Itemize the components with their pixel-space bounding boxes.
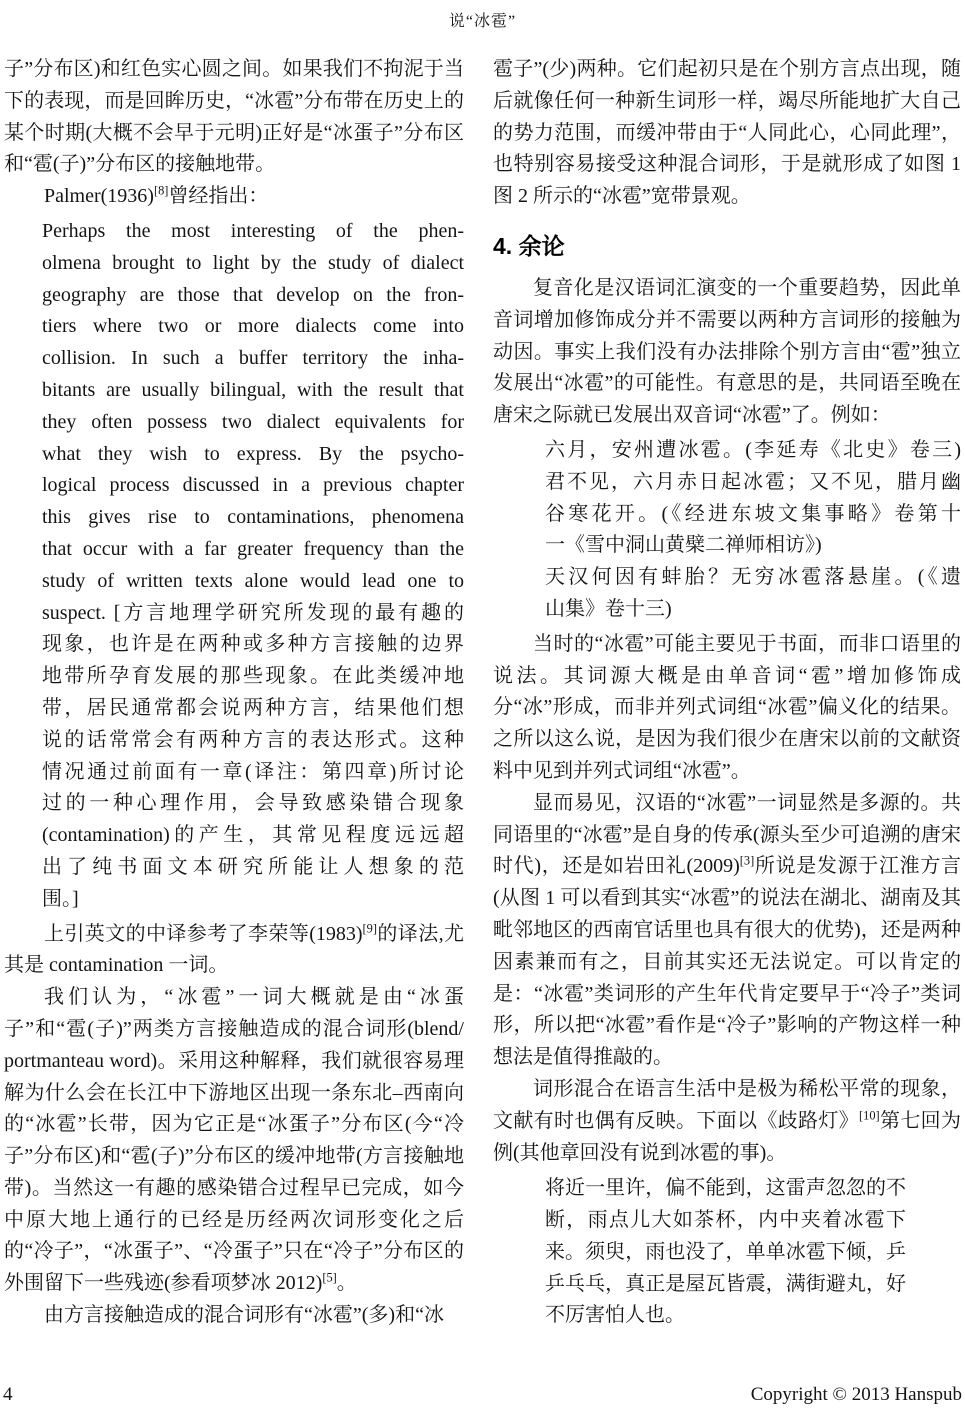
block-quote-palmer <box>42 216 464 916</box>
text-run: Palmer(1936) <box>44 185 154 208</box>
quote-line: 带，居民通常都会说两种方言，结果他们想 <box>42 696 464 719</box>
paragraph <box>4 919 464 983</box>
text-run: 词形混合在语言生活中是极为稀松平常的现象，文献有时也偶有反映。下面以《歧路灯》 <box>493 1077 961 1132</box>
quote-line: 说的话常常会有两种方言的表达形式。这种 <box>42 728 464 751</box>
quote-line: geography are those that develop on the fron- <box>42 283 464 306</box>
text-run: 的译法,尤其是 contamination 一词。 <box>4 922 465 977</box>
quote-line: logical process discussed in a previous chapter <box>42 474 464 497</box>
text-run: 由方言接触造成的混合词形有“冰雹”(多)和“冰 <box>44 1304 444 1327</box>
paragraph <box>493 54 961 213</box>
quote-line: tiers where two or more dialects come into <box>42 315 464 338</box>
text-run: 当时的“冰雹”可能主要见于书面，而非口语里的说法。其词源大概是由单音词“雹”增加修饰成分“冰”形成，而非并列式词组“冰雹”偏义化的结果。之所以这么说，是因为我们很少在唐宋以前的文献资料中见到并列式词组“冰雹”。 <box>493 632 961 782</box>
paragraph <box>4 982 464 1300</box>
right-column <box>493 54 961 1336</box>
quote-line: 天汉何因有蚌胎？无穷冰雹落悬崖。(《遗 <box>545 566 961 589</box>
paragraph <box>493 629 961 788</box>
quote-line: what they wish to express. By the psycho- <box>42 442 464 465</box>
text-run: 我们认为，“冰雹”一词大概就是由“冰蛋子”和“雹(子)”两类方言接触造成的混合词形(blend/ portmanteau word)。采用这种解释，我们就很容易理解为什么会在长江中下游地区出现一条东北–西南向的“冰雹”长带，因为它正是“冰蛋子”分布区(今“冷子”分布区)和“雹(子)”分布区的缓冲地带(方言接触地带)。当然这一有趣的感染错合过程早已完成，如今中原大地上通行的已经是历经两次词形变化之后的“冷子”，“冰蛋子”、“冷蛋子”只在“冷子”分布区的外围留下一些残迹(参看项梦冰 2012) <box>4 986 464 1295</box>
left-column <box>4 54 464 1336</box>
paragraph <box>4 54 464 181</box>
footnote-ref: [9] <box>362 920 377 935</box>
quote-line: 过的一种心理作用，会导致感染错合现象 <box>42 792 464 815</box>
quote-line: suspect. [方言地理学研究所发现的最有趣的 <box>42 601 464 624</box>
page-number: 4 <box>3 1384 13 1405</box>
text-run: 曾经指出： <box>168 185 269 208</box>
quote-line: 情况通过前面有一章(译注：第四章)所讨论 <box>42 760 464 783</box>
text-run: 。 <box>336 1272 357 1295</box>
footnote-ref: [8] <box>153 183 169 198</box>
footnote-ref: [10] <box>859 1108 880 1123</box>
quote-line: they often possess two dialect equivalents for <box>42 410 464 433</box>
footnote-ref: [5] <box>322 1270 337 1285</box>
text-run: 复音化是汉语词汇演变的一个重要趋势，因此单音词增加修饰成分并不需要以两种方言词形的接触为动因。事实上我们没有办法排除个别方言由“雹”独立发展出“冰雹”的可能性。有意思的是，共同语至晚在唐宋之际就已发展出双音词“冰雹”了。例如： <box>493 276 961 427</box>
quote-line: this gives rise to contaminations, phenomena <box>42 506 464 529</box>
quote-line: 山集》卷十三) <box>545 597 672 620</box>
quote-line: 六月，安州遭冰雹。(李延寿《北史》卷三) <box>545 438 961 461</box>
quote-line: 君不见，六月赤日起冰雹；又不见，腊月幽 <box>545 470 961 493</box>
quote-line: 现象，也许是在两种或多种方言接触的边界 <box>42 633 464 656</box>
text-run: 显而易见，汉语的“冰雹”一词显然是多源的。共同语里的“冰雹”是自身的传承(源头至少可追溯的唐宋时代)，还是如岩田礼(2009) <box>493 791 961 878</box>
quote-line: 出了纯书面文本研究所能让人想象的范 <box>42 855 464 878</box>
quote-line: that occur with a far greater frequency than the <box>42 537 464 560</box>
footnote-ref: [3] <box>739 853 755 868</box>
quote-line: 围。] <box>42 887 79 910</box>
text-run: 子”分布区)和红色实心圆之间。如果我们不拘泥于当下的表现，而是回眸历史，“冰雹”分布带在历史上的某个时期(大概不会早于元明)正好是“冰蛋子”分布区和“雹(子)”分布区的接触地带。 <box>4 58 464 176</box>
quote-line: 一《雪中洞山黄檗二禅师相访》) <box>545 534 822 557</box>
paragraph <box>4 181 464 213</box>
paragraph <box>493 273 961 432</box>
section-heading <box>493 228 961 261</box>
paragraph <box>4 1300 464 1332</box>
two-column-body <box>4 54 961 1336</box>
block-quote-citations <box>545 435 961 626</box>
text-run: 4. 余论 <box>493 232 565 259</box>
text-run: 上引英文的中译参考了李荣等(1983) <box>44 922 363 945</box>
quote-line: 谷寒花开。(《经进东坡文集事略》卷第十 <box>545 502 961 525</box>
text-run: 第七回为例(其他章回没有说到冰雹的事)。 <box>493 1109 962 1164</box>
paragraph <box>493 1074 961 1169</box>
running-head: 说“冰雹” <box>448 13 517 30</box>
text-run: 所说是发源于江淮方言(从图 1 可以看到其实“冰雹”的说法在湖北、湖南及其毗邻地区的西南官话里也具有很大的优势)，还是两种因素兼而有之，目前其实还无法说定。可以肯定的是：“冰雹”类词形的产生年代肯定要早于“冷子”类词形，所以把“冰雹”看作是“冷子”影响的产物这样一种想法是值得推敲的。 <box>493 855 961 1069</box>
paragraph <box>493 788 961 1074</box>
text-run: 将近一里许，偏不能到，这雷声忽忽的不断，雨点儿大如茶杯，内中夹着冰雹下来。须臾，雨也没了，单单冰雹下倾，乒乒乓乓，真正是屋瓦皆震，满街避丸，好不厉害怕人也。 <box>545 1177 906 1327</box>
quote-line: study of written texts alone would lead one to <box>42 569 464 592</box>
quote-line: (contamination)的产生，其常见程度远远超 <box>42 824 464 847</box>
quote-line: collision. In such a buffer territory the inha- <box>42 347 464 370</box>
text-run: 雹子”(少)两种。它们起初只是在个别方言点出现，随后就像任何一种新生词形一样，竭尽所能地扩大自己的势力范围，而缓冲带由于“人同此心，心同此理”，也特别容易接受这种混合词形，于是就形成了如图 1 图 2 所示的“冰雹”宽带景观。 <box>493 58 961 208</box>
quote-line: olmena brought to light by the study of dialect <box>42 251 464 274</box>
block-quote-novel <box>545 1173 906 1332</box>
quote-line: bitants are usually bilingual, with the result that <box>42 378 464 401</box>
copyright-notice: Copyright © 2013 Hanspub <box>750 1384 962 1405</box>
quote-line: Perhaps the most interesting of the phen- <box>42 219 464 242</box>
quote-line: 地带所孕育发展的那些现象。在此类缓冲地 <box>42 665 464 688</box>
